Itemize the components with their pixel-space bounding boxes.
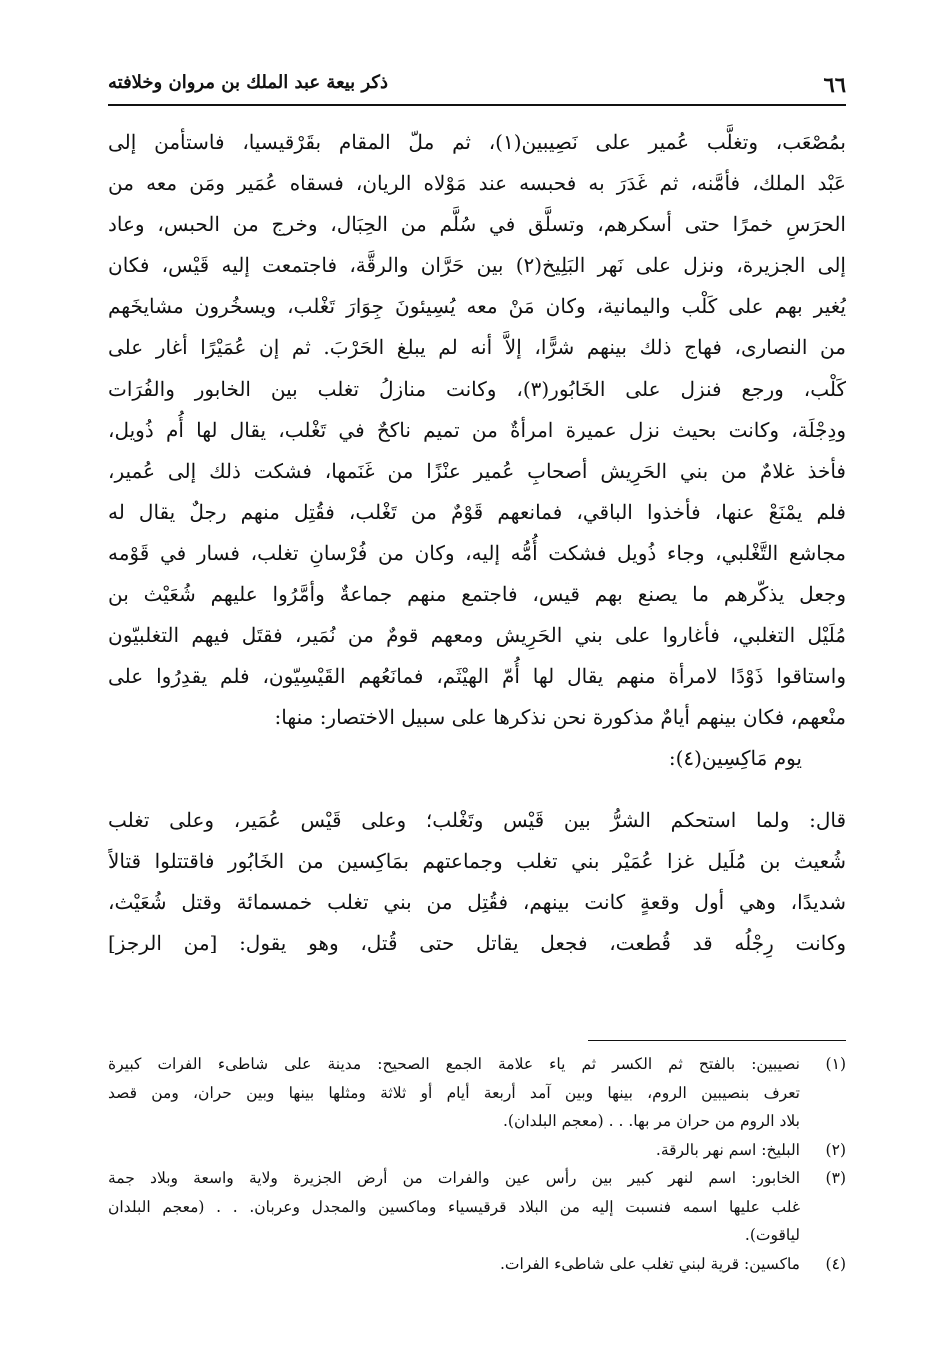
footnote-line: بلاد الروم من حران مر بها. . . (معجم البلدان). [503, 1112, 800, 1130]
footnote-line: لياقوت). [744, 1226, 800, 1244]
page-header [108, 64, 846, 104]
footnote-text [108, 1250, 800, 1279]
text-line: الحرَسِ خمرًا حتى أسكرهم، وتسلَّق في سُلَّم من الحِبَال، وخرج من الحبس، وعاد [108, 212, 846, 237]
text-line: مُلَيْل التغلبي، فأغاروا على بني الحَرِيش ومعهم قومٌ من نُمَير، فقتَل فيهم التغلبيّون [108, 623, 846, 648]
footnote-rule [588, 1040, 846, 1041]
text-line: وجعل يذكّرهم ما يصنع بهم قيس، فاجتمع منهم جماعةٌ وأمَّرُوا عليهم شُعَيْث بن [108, 582, 846, 607]
text-line: بمُصْعَب، وتغلَّب عُمير على نَصِيبين(١)، ثم ملّ المقام بقَرْقيسيا، فاستأمن إلى [108, 130, 846, 154]
footnote-text [108, 1050, 800, 1136]
footnote-number: (١) [825, 1055, 846, 1073]
text-line: فأخذ غلامٌ من بني الحَرِيش أصحابِ عُمير عنْزًا من غَنَمها، فشكت ذلك إلى عُمير، [108, 458, 846, 483]
text-line: ودِجْلَة، وكانت بحيث نزل عميرة امرأةٌ من تميم ناكحٌ في تَغْلب، يقال لها أُم ذُويل، [108, 417, 846, 442]
section-subheading: يوم مَاكِسِين(٤): [668, 746, 802, 771]
text-line: قال: ولما استحكم الشرُّ بين قَيْس وتَغْلب؛ وعلى قَيْس عُمَير، وعلى تغلب [108, 807, 846, 832]
footnote-2 [108, 1136, 846, 1165]
text-line: من النصارى، فهاج ذلك بينهم شرًّا، إلاَّ أنه لم يبلغ الحَرْبَ. ثم إن عُمَيْرًا أغار على [108, 335, 846, 360]
text-line: منْعهم، فكان بينهم أيامٌ مذكورة نحن نذكرها على سبيل الاختصار: منها: [274, 705, 846, 730]
footnote-line: ماكسين: قرية لبني تغلب على شاطىء الفرات. [499, 1254, 800, 1273]
footnote-number: (٣) [825, 1169, 846, 1187]
footnote-text [108, 1136, 800, 1165]
footnote-3 [108, 1164, 846, 1250]
footnote-line: تعرف بنصيبين الروم، بينها وبين آمد أربعة أيام أو ثلاثة ومثلها بينها وبين حران، ومن قصد [108, 1083, 800, 1102]
text-line: شديدًا، وهي أول وقعةٍ كانت بينهم، فقُتِل من بني تغلب خمسمائة وقتل شُعَيْث، [108, 889, 846, 914]
footnote-line: الخابور: اسم لنهر كبير بين رأس عين والفرات من أرض الجزيرة ولاية واسعة وبلاد جمة [108, 1169, 800, 1187]
footnote-line: غلب عليها اسمه فنسبت إليه من البلاد قرقيسياء وماكسين والمجدل وعربان. . . (معجم البلدان [108, 1197, 800, 1216]
text-line: واستاقوا ذَوْدًا لامرأة منهم يقال لها أُمّ الهيْثَم، فمانَعُهم القَيْسِيّون، فلم يقدِرُوا على [108, 664, 846, 689]
footnote-line: نصيبين: بالفتح ثم الكسر ثم ياء علامة الجمع الصحيح: مدينة على شاطىء الفرات كبيرة [108, 1055, 800, 1073]
footnote-number: (٢) [825, 1140, 846, 1159]
text-line: وكانت رِجْلُه قد قُطعت، فجعل يقاتل حتى قُتل، وهو يقول: [من الرجز] [108, 930, 846, 955]
running-title: ذكر بيعة عبد الملك بن مروان وخلافته [108, 72, 388, 93]
text-line: مجاشع التَّغْلبي، وجاء ذُويل فشكت أُمُّه إليه، وكان من فُرْسانِ تغلب، فسار في قَوْمه [108, 540, 846, 565]
text-line: يُغير بهم على كَلْب واليمانية، وكان مَنْ معه يُسِيئونَ جِوَارَ تَغْلب، ويسخُرون مشايخَهم [108, 294, 846, 319]
footnotes [108, 1050, 846, 1278]
main-text [108, 122, 846, 964]
text-line: فلم يمْنَعْ عنها، فأخذوا الباقي، فمانعهم قَوْمٌ من تَغْلب، فقُتِل منهم رجلٌ يقال له [108, 499, 846, 524]
text-line: إلى الجزيرة، ونزل على نَهر البَلِيخ(٢) بين حَرَّان والرقَّة، فاجتمعت إليه قَيْس، فكان [108, 253, 846, 278]
footnote-number: (٤) [825, 1254, 846, 1273]
paragraph-gap [108, 780, 846, 800]
footnote-line: البليخ: اسم نهر بالرقة. [655, 1140, 800, 1159]
text-line: عَبْد الملك، فأمَّنه، ثم غَدَرَ به فحبسه عند مَوْلاه الريان، فسقاه عُمَير ومَن معه من [108, 171, 846, 196]
footnote-1 [108, 1050, 846, 1136]
header-rule [108, 104, 846, 106]
text-line: شُعيث بن مُلَيل غزا عُمَيْر بني تغلب وجماعتهم بمَاكِسين من الخَابُور فاقتتلوا قتالاً [108, 848, 846, 873]
page-number: ٦٦ [823, 72, 846, 97]
footnote-4 [108, 1250, 846, 1279]
footnote-text [108, 1164, 800, 1250]
text-line: كَلْب، ورجع فنزل على الخَابُور(٣)، وكانت منازلُ تغلب بين الخابور والفُرَات [108, 376, 846, 401]
